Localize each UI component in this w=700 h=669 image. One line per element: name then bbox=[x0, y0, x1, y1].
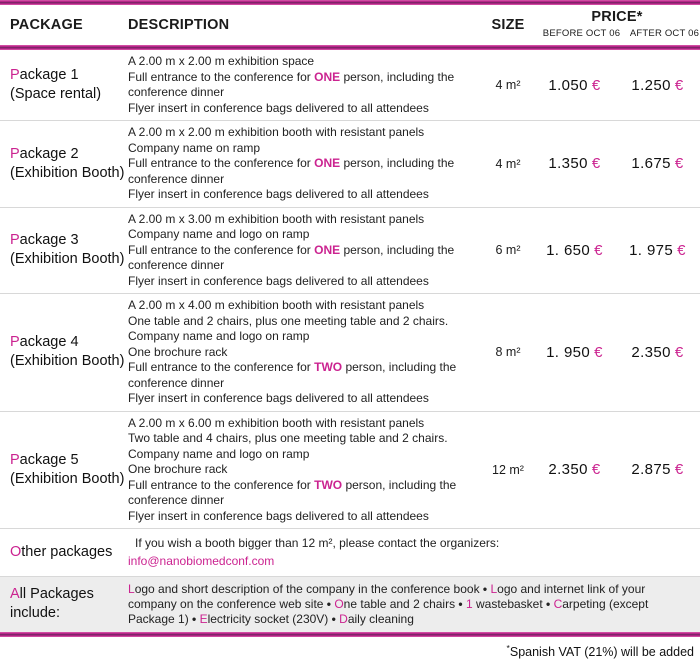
package-name-accent-letter: P bbox=[10, 451, 20, 468]
inclusion-item-lead: C bbox=[553, 596, 563, 611]
description-text: Two table and 4 chairs, plus one meeting table and 2 chairs. bbox=[128, 431, 448, 445]
highlight-text: TWO bbox=[314, 360, 343, 374]
package-rows bbox=[0, 50, 700, 528]
description-text: Full entrance to the conference for bbox=[128, 242, 315, 257]
package-subtitle: (Exhibition Booth) bbox=[10, 470, 125, 487]
description-line bbox=[128, 360, 474, 391]
all-packages-description bbox=[128, 582, 700, 627]
header-after-oct-06: AFTER OCT 06 bbox=[629, 28, 700, 39]
bullet-separator: • bbox=[323, 596, 335, 611]
inclusion-item-lead: 1 bbox=[465, 596, 473, 611]
description-text: person, including the conference dinner bbox=[128, 242, 455, 272]
description-text: A 2.00 m x 6.00 m exhibition booth with resistant panels bbox=[128, 415, 425, 430]
euro-symbol: € bbox=[591, 461, 601, 479]
description-text: Flyer insert in conference bags delivered to all attendees bbox=[128, 187, 429, 201]
description-line bbox=[128, 478, 474, 509]
price-after-value: 2.350 bbox=[631, 343, 671, 361]
header-before-oct-06: BEFORE OCT 06 bbox=[542, 28, 621, 39]
package-description bbox=[128, 298, 482, 407]
package-name bbox=[10, 333, 128, 352]
euro-symbol: € bbox=[594, 241, 603, 259]
other-packages-title bbox=[10, 543, 128, 562]
price-after-value: 1. 975 bbox=[629, 241, 674, 259]
price-after-value: 1.250 bbox=[631, 76, 671, 94]
inclusion-item-lead: D bbox=[339, 611, 348, 626]
header-price-group bbox=[534, 5, 700, 45]
package-name-text: ackage 1 bbox=[19, 67, 79, 83]
package-name-text: ackage 4 bbox=[19, 334, 79, 351]
price-after-oct bbox=[615, 344, 700, 361]
other-packages-accent-letter: O bbox=[10, 543, 22, 560]
package-name bbox=[10, 66, 128, 85]
highlight-text: ONE bbox=[314, 69, 341, 84]
bullet-separator: • bbox=[328, 611, 340, 626]
package-row bbox=[0, 207, 700, 294]
bullet-separator: • bbox=[542, 596, 554, 611]
description-text: A 2.00 m x 4.00 m exhibition booth with resistant panels bbox=[128, 298, 425, 312]
description-text: Flyer insert in conference bags delivered to all attendees bbox=[128, 100, 429, 115]
inclusion-item-text: arpeting (except Package 1) bbox=[128, 596, 649, 626]
all-packages-name-cell bbox=[0, 585, 128, 623]
package-size: 12 m² bbox=[492, 462, 524, 477]
inclusion-item-lead: O bbox=[334, 596, 344, 611]
price-after-value: 1.675 bbox=[631, 155, 671, 173]
inclusion-item-text: lectricity socket (230V) bbox=[207, 611, 329, 626]
euro-symbol: € bbox=[677, 241, 686, 259]
footnote-text: Spanish VAT (21%) will be added bbox=[509, 644, 694, 659]
package-row bbox=[0, 411, 700, 529]
description-line bbox=[128, 274, 474, 290]
description-text: Company name on ramp bbox=[128, 140, 261, 155]
other-packages-name-cell bbox=[0, 543, 128, 562]
other-packages-title-text: ther packages bbox=[21, 543, 113, 560]
package-name-cell bbox=[0, 333, 128, 371]
description-line bbox=[128, 462, 474, 478]
price-after-oct bbox=[615, 77, 700, 94]
package-description bbox=[128, 212, 482, 290]
description-line bbox=[128, 227, 474, 243]
all-packages-row bbox=[0, 576, 700, 632]
description-line bbox=[128, 54, 474, 70]
table-header bbox=[0, 5, 700, 45]
description-line bbox=[128, 509, 474, 525]
description-text: One brochure rack bbox=[128, 344, 228, 359]
price-after-value: 2.875 bbox=[631, 461, 671, 479]
footnote-asterisk: * bbox=[506, 642, 510, 653]
package-size: 4 m² bbox=[495, 78, 521, 92]
description-line bbox=[128, 329, 474, 345]
header-size: SIZE bbox=[491, 17, 525, 33]
price-before-value: 1.350 bbox=[548, 155, 588, 173]
euro-symbol: € bbox=[674, 461, 684, 479]
description-text: Full entrance to the conference for bbox=[128, 156, 315, 170]
description-line bbox=[128, 212, 474, 228]
package-name-cell bbox=[0, 451, 128, 489]
description-line bbox=[128, 391, 474, 407]
package-subtitle: (Space rental) bbox=[10, 86, 102, 102]
description-line bbox=[128, 345, 474, 361]
description-line bbox=[128, 156, 474, 187]
package-row bbox=[0, 120, 700, 207]
description-text: Full entrance to the conference for bbox=[128, 360, 315, 374]
package-name bbox=[10, 451, 128, 470]
description-line bbox=[128, 416, 474, 432]
description-text: Full entrance to the conference for bbox=[128, 477, 315, 492]
description-text: person, including the conference dinner bbox=[128, 69, 455, 99]
package-row bbox=[0, 293, 700, 411]
description-text: Company name and logo on ramp bbox=[128, 227, 310, 241]
description-text: Company name and logo on ramp bbox=[128, 446, 310, 461]
description-text: Flyer insert in conference bags delivered to all attendees bbox=[128, 273, 429, 288]
description-text: person, including the conference dinner bbox=[128, 156, 455, 186]
price-after-oct bbox=[615, 461, 700, 478]
euro-symbol: € bbox=[674, 343, 684, 361]
package-name-cell bbox=[0, 231, 128, 269]
bullet-separator: • bbox=[188, 611, 200, 626]
price-after-oct bbox=[615, 155, 700, 172]
euro-symbol: € bbox=[594, 343, 603, 361]
description-line bbox=[128, 431, 474, 447]
package-size: 6 m² bbox=[495, 243, 521, 258]
description-text: Flyer insert in conference bags delivered to all attendees bbox=[128, 508, 429, 523]
description-text: Full entrance to the conference for bbox=[128, 69, 315, 84]
all-packages-accent-letter: A bbox=[10, 586, 20, 602]
description-line bbox=[128, 70, 474, 101]
description-text: A 2.00 m x 2.00 m exhibition space bbox=[128, 54, 315, 68]
package-row bbox=[0, 50, 700, 120]
highlight-text: TWO bbox=[314, 477, 343, 492]
description-line bbox=[128, 447, 474, 463]
inclusion-item-text: wastebasket bbox=[472, 596, 543, 611]
all-packages-title-text: ll Packages bbox=[19, 586, 94, 602]
inclusion-item-lead: L bbox=[128, 581, 135, 596]
description-line bbox=[128, 187, 474, 203]
euro-symbol: € bbox=[674, 155, 684, 173]
description-text: Company name and logo on ramp bbox=[128, 329, 310, 343]
inclusion-item-lead: E bbox=[199, 611, 208, 626]
package-subtitle: (Exhibition Booth) bbox=[10, 164, 125, 181]
description-text: One table and 2 chairs, plus one meeting table and 2 chairs. bbox=[128, 313, 449, 328]
description-text: person, including the conference dinner bbox=[128, 477, 457, 507]
package-name bbox=[10, 145, 128, 164]
bullet-separator: • bbox=[455, 596, 466, 611]
price-before-value: 1.050 bbox=[548, 76, 588, 94]
header-description: DESCRIPTION bbox=[128, 17, 230, 33]
header-price: PRICE* bbox=[591, 9, 643, 25]
price-before-oct bbox=[534, 155, 615, 172]
package-name-accent-letter: P bbox=[10, 67, 20, 83]
description-text: person, including the conference dinner bbox=[128, 360, 457, 390]
package-name bbox=[10, 231, 128, 250]
package-description bbox=[128, 416, 482, 525]
price-before-oct bbox=[534, 77, 615, 94]
other-packages-row bbox=[0, 528, 700, 576]
package-subtitle: (Exhibition Booth) bbox=[10, 251, 125, 268]
price-after-oct bbox=[615, 242, 700, 259]
package-name-accent-letter: P bbox=[10, 145, 20, 162]
inclusion-item-text: aily cleaning bbox=[347, 611, 414, 626]
price-before-value: 1. 950 bbox=[546, 343, 591, 361]
euro-symbol: € bbox=[674, 76, 684, 94]
inclusion-item-lead: L bbox=[490, 581, 498, 596]
description-line bbox=[128, 125, 474, 141]
all-packages-items bbox=[128, 582, 686, 627]
description-line bbox=[128, 141, 474, 157]
package-description bbox=[128, 125, 482, 203]
package-description bbox=[128, 54, 482, 116]
vat-footnote bbox=[0, 637, 700, 669]
package-name-cell bbox=[0, 145, 128, 183]
highlight-text: ONE bbox=[314, 156, 341, 170]
price-before-oct bbox=[534, 242, 615, 259]
price-before-value: 2.350 bbox=[548, 461, 588, 479]
package-subtitle: (Exhibition Booth) bbox=[10, 353, 125, 370]
package-name-text: ackage 5 bbox=[19, 451, 79, 468]
description-line bbox=[128, 101, 474, 117]
description-line bbox=[128, 298, 474, 314]
package-name-text: ackage 2 bbox=[19, 145, 79, 162]
contact-email-link[interactable]: info@nanobiomedconf.com bbox=[128, 553, 275, 568]
package-name-accent-letter: P bbox=[10, 334, 20, 351]
description-text: A 2.00 m x 2.00 m exhibition booth with resistant panels bbox=[128, 125, 425, 139]
price-before-oct bbox=[534, 461, 615, 478]
all-packages-title-line2: include: bbox=[10, 605, 60, 621]
inclusion-item-text: ne table and 2 chairs bbox=[343, 596, 456, 611]
other-packages-description bbox=[128, 535, 700, 570]
price-before-oct bbox=[534, 344, 615, 361]
package-name-cell bbox=[0, 66, 128, 104]
description-text: Flyer insert in conference bags delivered to all attendees bbox=[128, 391, 429, 405]
package-name-accent-letter: P bbox=[10, 232, 20, 249]
price-before-value: 1. 650 bbox=[546, 241, 591, 259]
inclusion-item-text: ogo and internet link of your company on the conference web site bbox=[128, 581, 646, 611]
other-packages-text: If you wish a booth bigger than 12 m², please contact the organizers: bbox=[135, 536, 500, 550]
bullet-separator: • bbox=[479, 581, 491, 596]
all-packages-title bbox=[10, 585, 128, 604]
euro-symbol: € bbox=[591, 155, 601, 173]
description-line bbox=[128, 243, 474, 274]
package-name-text: ackage 3 bbox=[19, 232, 79, 249]
description-line bbox=[128, 314, 474, 330]
package-size: 4 m² bbox=[495, 156, 521, 171]
highlight-text: ONE bbox=[314, 242, 341, 257]
euro-symbol: € bbox=[591, 76, 601, 94]
header-price-subcolumns bbox=[534, 28, 700, 39]
description-text: A 2.00 m x 3.00 m exhibition booth with resistant panels bbox=[128, 211, 425, 226]
package-size: 8 m² bbox=[495, 345, 521, 360]
header-package: PACKAGE bbox=[10, 17, 83, 33]
description-text: One brochure rack bbox=[128, 462, 228, 476]
inclusion-item-text: ogo and short description of the company in the conference book bbox=[134, 581, 480, 596]
